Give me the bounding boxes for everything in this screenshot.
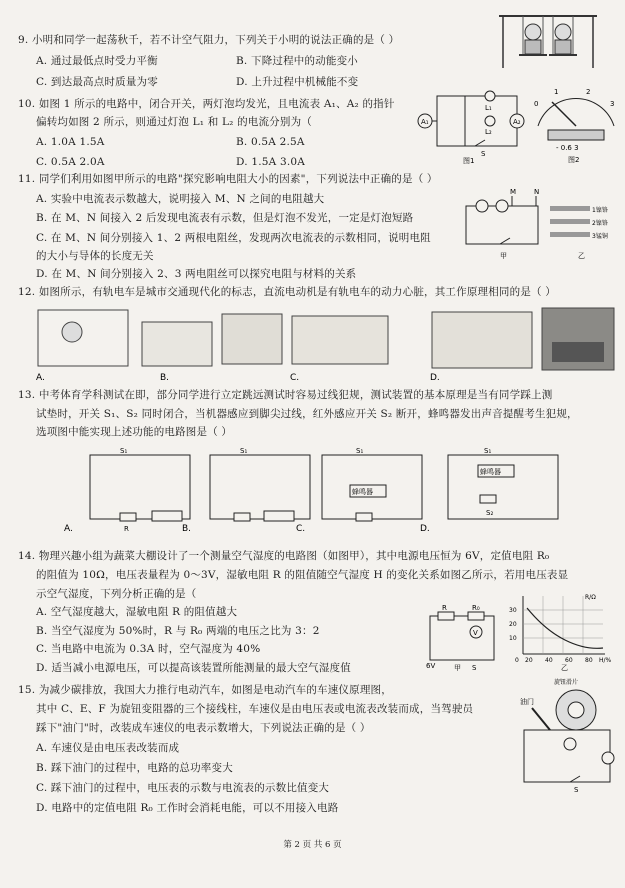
q9-option-c: C. 到达最高点时质量为零	[36, 76, 158, 88]
q14-fig-yi: 乙	[561, 664, 568, 672]
graph-x-label: H/%	[599, 657, 612, 664]
graph-y-tick-20: 20	[509, 621, 517, 628]
q13-option-a: A.	[64, 524, 73, 534]
q9-option-d: D. 上升过程中机械能不变	[236, 76, 359, 88]
q9-option-a: A. 通过最低点时受力平衡	[36, 55, 158, 67]
q10-option-b: B. 0.5A 2.5A	[236, 136, 305, 148]
q10-option-a: A. 1.0A 1.5A	[36, 136, 105, 148]
q14-option-c: C. 当电路中电流为 0.3A 时，空气湿度为 40%	[36, 643, 261, 655]
q14-stem-line2: 的阻值为 10Ω，电压表量程为 0～3V，湿敏电阻 R 的阻值随空气湿度 H 的变化关系如图乙所示，若用电压表显	[36, 569, 569, 581]
q15-option-d: D. 电路中的定值电阻 R₀ 工作时会消耗电能，可以不用接入电路	[36, 802, 339, 814]
q15-knob-label: 旋钮滑片	[554, 679, 579, 686]
q14-source-6v: 6V	[426, 662, 436, 670]
q15-stem-line3: 踩下"油门"时，改装成车速仪的电表示数增大，下列说法正确的是（ ）	[36, 722, 371, 734]
q13-stem-line1: 13. 中考体育学科测试在即，部分同学进行立定跳远测试时容易过线犯规，测试装置的基本原理是当有同学踩上测	[18, 389, 553, 401]
q15-speedometer-figure	[510, 674, 618, 796]
q10-fig1-label: 图1	[463, 157, 475, 164]
q10-stem-line1: 10. 如图 1 所示的电路中，闭合开关，两灯泡均发光，且电流表 A₁、A₂ 的指针	[18, 98, 395, 110]
q11-wire-3: 3锰铜	[592, 233, 608, 240]
q13-stem-line3: 选项图中能实现上述功能的电路图是（ ）	[36, 426, 233, 438]
q13-circuit-a	[64, 447, 190, 534]
q15-pedal-label: 油门	[520, 698, 534, 706]
q11-option-b: B. 在 M、N 间接入 2 后发现电流表有示数，但是灯泡不发光，一定是灯泡短路	[36, 212, 414, 224]
graph-x-tick-60: 60	[565, 657, 573, 664]
graph-x-tick-40: 40	[545, 657, 553, 664]
q10-ammeter-a2: A₂	[513, 118, 521, 126]
q13-stem-line2: 试垫时，开关 S₁、S₂ 同时闭合，当机器感应到脚尖过线，红外感应开关 S₂ 断开，蜂鸣器发出声音提醒考生犯规，	[36, 408, 578, 420]
meter-terminal-labels: - 0.6 3	[556, 144, 579, 152]
q12-stem: 12. 如图所示，有轨电车是城市交通现代化的标志，直流电动机是有轨电车的动力心脏，其工作原理相同的是（ ）	[18, 286, 556, 298]
graph-origin: 0	[515, 657, 519, 664]
meter-tick-0: 0	[534, 100, 539, 108]
q13-circuit-d	[420, 447, 558, 534]
meter-tick-1: 1	[554, 88, 559, 96]
q13-b-switch: S₁	[240, 447, 248, 455]
meter-tick-2: 2	[586, 88, 591, 96]
q13-option-d: D.	[420, 524, 430, 534]
q13-circuit-c	[296, 447, 422, 534]
graph-y-tick-10: 10	[509, 635, 517, 642]
q14-circuit-figure	[420, 602, 502, 672]
q14-option-b: B. 当空气湿度为 50%时，R 与 R₀ 两端的电压之比为 3：2	[36, 625, 320, 637]
q14-humidity-graph	[505, 590, 617, 672]
graph-y-tick-30: 30	[509, 607, 517, 614]
q11-circuit-figure	[460, 184, 620, 264]
q14-option-a: A. 空气湿度越大，湿敏电阻 R 的阻值越大	[36, 606, 238, 618]
q11-option-d: D. 在 M、N 间分别接入 2、3 两电阻丝可以探究电阻与材料的关系	[36, 268, 357, 280]
q13-a-resistor: R	[124, 525, 129, 533]
q13-d-buzzer: 蜂鸣器	[480, 468, 501, 476]
q15-switch: S	[574, 786, 579, 794]
meter-tick-3: 3	[610, 100, 615, 108]
q15-option-c: C. 踩下油门的过程中，电压表的示数与电流表的示数比值变大	[36, 782, 330, 794]
q9-option-b: B. 下降过程中的动能变小	[236, 55, 358, 67]
q11-wire-1: 1镍铬	[592, 207, 608, 214]
q13-c-switch: S₁	[356, 447, 364, 455]
q15-stem-line2: 其中 C、E、F 为旋钮变阻器的三个接线柱，车速仪是由电压表或电流表改装而成，当驾驶员	[36, 703, 474, 715]
q11-option-c-line1: C. 在 M、N 间分别接入 1、2 两根电阻丝，发现两次电流表的示数相同，说明电阻	[36, 232, 431, 244]
q11-stem: 11. 同学们利用如图甲所示的电路"探究影响电阻大小的因素"，下列说法中正确的是（ ）	[18, 173, 438, 185]
q9-stem: 9. 小明和同学一起荡秋千，若不计空气阻力，下列关于小明的说法正确的是（ ）	[18, 34, 400, 46]
q13-d-switch2: S₂	[486, 509, 494, 517]
q10-fig2-label: 图2	[568, 156, 580, 164]
q15-stem-line1: 15. 为减少碳排放，我国大力推行电动汽车，如图是电动汽车的车速仪原理图，	[18, 684, 392, 696]
q15-option-b: B. 踩下油门的过程中，电路的总功率变大	[36, 762, 233, 774]
q11-option-c-line2: 的大小与导体的长度无关	[36, 250, 154, 262]
q10-option-c: C. 0.5A 2.0A	[36, 156, 105, 168]
q9-swing-figure	[493, 10, 603, 72]
graph-y-label: R/Ω	[585, 594, 596, 601]
q15-option-a: A. 车速仪是由电压表改装而成	[36, 742, 180, 754]
q12-option-b: B.	[160, 373, 170, 382]
q12-option-d: D.	[430, 373, 440, 382]
q14-resistor-r0: R₀	[472, 604, 480, 612]
q11-option-a: A. 实验中电流表示数越大，说明接入 M、N 之间的电阻越大	[36, 193, 325, 205]
q10-option-d: D. 1.5A 3.0A	[236, 156, 306, 168]
q11-fig-yi: 乙	[578, 252, 585, 260]
q12-option-c: C.	[290, 373, 300, 382]
q14-stem-line1: 14. 物理兴趣小组为蔬菜大棚设计了一个测量空气湿度的电路图（如图甲），其中电源电压恒为 6V，定值电阻 R₀	[18, 550, 550, 562]
q11-terminal-m: M	[510, 188, 517, 196]
graph-x-tick-80: 80	[585, 657, 593, 664]
q10-lamp-l2: L₂	[485, 128, 492, 136]
q14-fig-jia: 甲	[454, 664, 461, 672]
q14-option-d: D. 适当减小电源电压，可以提高该装置所能测量的最大空气湿度值	[36, 662, 351, 674]
q13-a-switch: S₁	[120, 447, 128, 455]
q11-terminal-n: N	[534, 188, 540, 196]
q10-lamp-l1: L₁	[485, 104, 492, 112]
q10-circuit-figure	[415, 88, 530, 164]
q13-c-buzzer: 蜂鸣器	[352, 488, 373, 496]
q13-option-c: C.	[296, 524, 306, 534]
page-footer: 第 2 页 共 6 页	[283, 840, 342, 850]
q13-circuit-b	[182, 447, 310, 534]
q11-wire-2: 2镍铬	[592, 220, 608, 227]
q14-stem-line3: 示空气湿度，下列分析正确的是（	[36, 588, 197, 600]
q12-options-figure	[32, 302, 622, 382]
q12-option-a: A.	[36, 373, 45, 382]
q13-option-b: B.	[182, 524, 192, 534]
q10-meter-figure	[530, 84, 620, 164]
q14-switch: S	[472, 664, 477, 672]
q14-voltmeter: V	[473, 629, 478, 637]
graph-x-tick-20: 20	[525, 657, 533, 664]
q11-fig-jia: 甲	[500, 252, 507, 260]
q14-resistor-r: R	[442, 604, 447, 612]
q13-d-switch1: S₁	[484, 447, 492, 455]
q10-ammeter-a1: A₁	[421, 118, 429, 126]
q10-switch-s: S	[481, 150, 486, 158]
q13-options-figure	[60, 445, 620, 535]
q10-stem-line2: 偏转均如图 2 所示，则通过灯泡 L₁ 和 L₂ 的电流分别为（	[36, 116, 312, 128]
